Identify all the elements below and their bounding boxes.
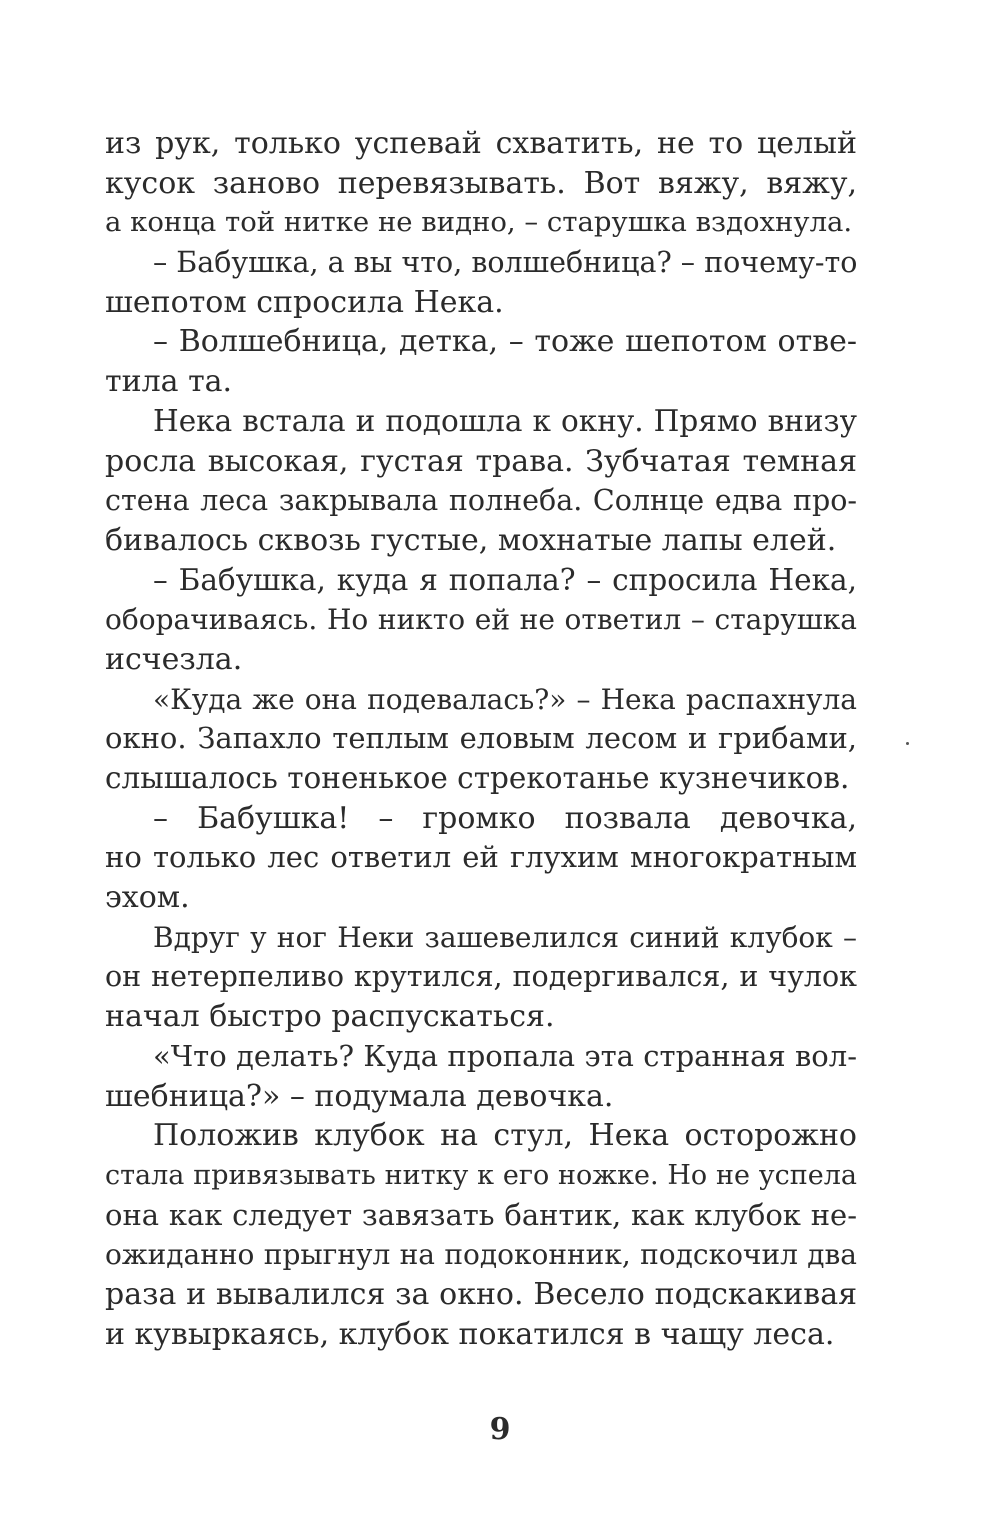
text-line: «Куда же она подевалась?» – Нека распахнула [153,682,857,716]
text-line: бивалось сквозь густые, мохнатые лапы елей. [105,522,837,558]
text-line: он нетерпеливо крутился, подергивался, и чулок [105,960,857,994]
text-line: – Бабушка! – громко позвала девочка, [153,800,857,836]
text-line: из рук, только успевай схватить, не то целый [105,126,857,161]
text-line: Нека встала и подошла к окну. Прямо внизу [153,403,857,438]
text-line: исчезла. [105,641,243,677]
text-line: росла высокая, густая трава. Зубчатая темная [105,443,857,479]
text-line: – Бабушка, куда я попала? – спросила Нека, [153,562,857,597]
text-line: кусок заново перевязывать. Вот вяжу, вяжу, [105,165,857,201]
text-line: стала привязывать нитку к его ножке. Но не успела [105,1159,857,1191]
page-number: 9 [489,1412,511,1447]
print-speck [906,742,909,745]
text-line: стена леса закрывала полнеба. Солнце едва про- [105,484,857,518]
text-line: слышалось тоненькое стрекотанье кузнечиков. [105,761,850,795]
text-line: эхом. [105,880,190,916]
text-line: ожиданно прыгнул на подоконник, подскочил два [105,1238,857,1272]
text-line: шепотом спросила Нека. [105,284,504,320]
text-line: Положив клубок на стул, Нека осторожно [153,1118,857,1154]
text-line: но только лес ответил ей глухим многократным [105,840,857,875]
text-line: раза и вывалился за окно. Весело подскакивая [105,1276,857,1312]
text-line: Вдруг у ног Неки зашевелился синий клубок – [153,920,857,954]
text-line: а конца той нитке не видно, – старушка вздохнула. [105,206,853,239]
text-line: начал быстро распускаться. [105,999,555,1035]
text-line: и кувыркаясь, клубок покатился в чащу леса. [105,1316,835,1352]
body-text [105,124,857,1354]
text-line: «Что делать? Куда пропала эта странная вол- [153,1038,857,1073]
text-line: – Волшебница, детка, – тоже шепотом отве- [153,324,857,360]
text-line: оборачиваясь. Но никто ей не ответил – старушка [105,603,857,637]
text-line: тила та. [105,364,233,400]
text-line: она как следует завязать бантик, как клубок не- [105,1197,857,1232]
text-line: – Бабушка, а вы что, волшебница? – почему-то [153,246,858,280]
text-line: окно. Запахло теплым еловым лесом и грибами, [105,721,857,756]
text-line: шебница?» – подумала девочка. [105,1078,614,1114]
